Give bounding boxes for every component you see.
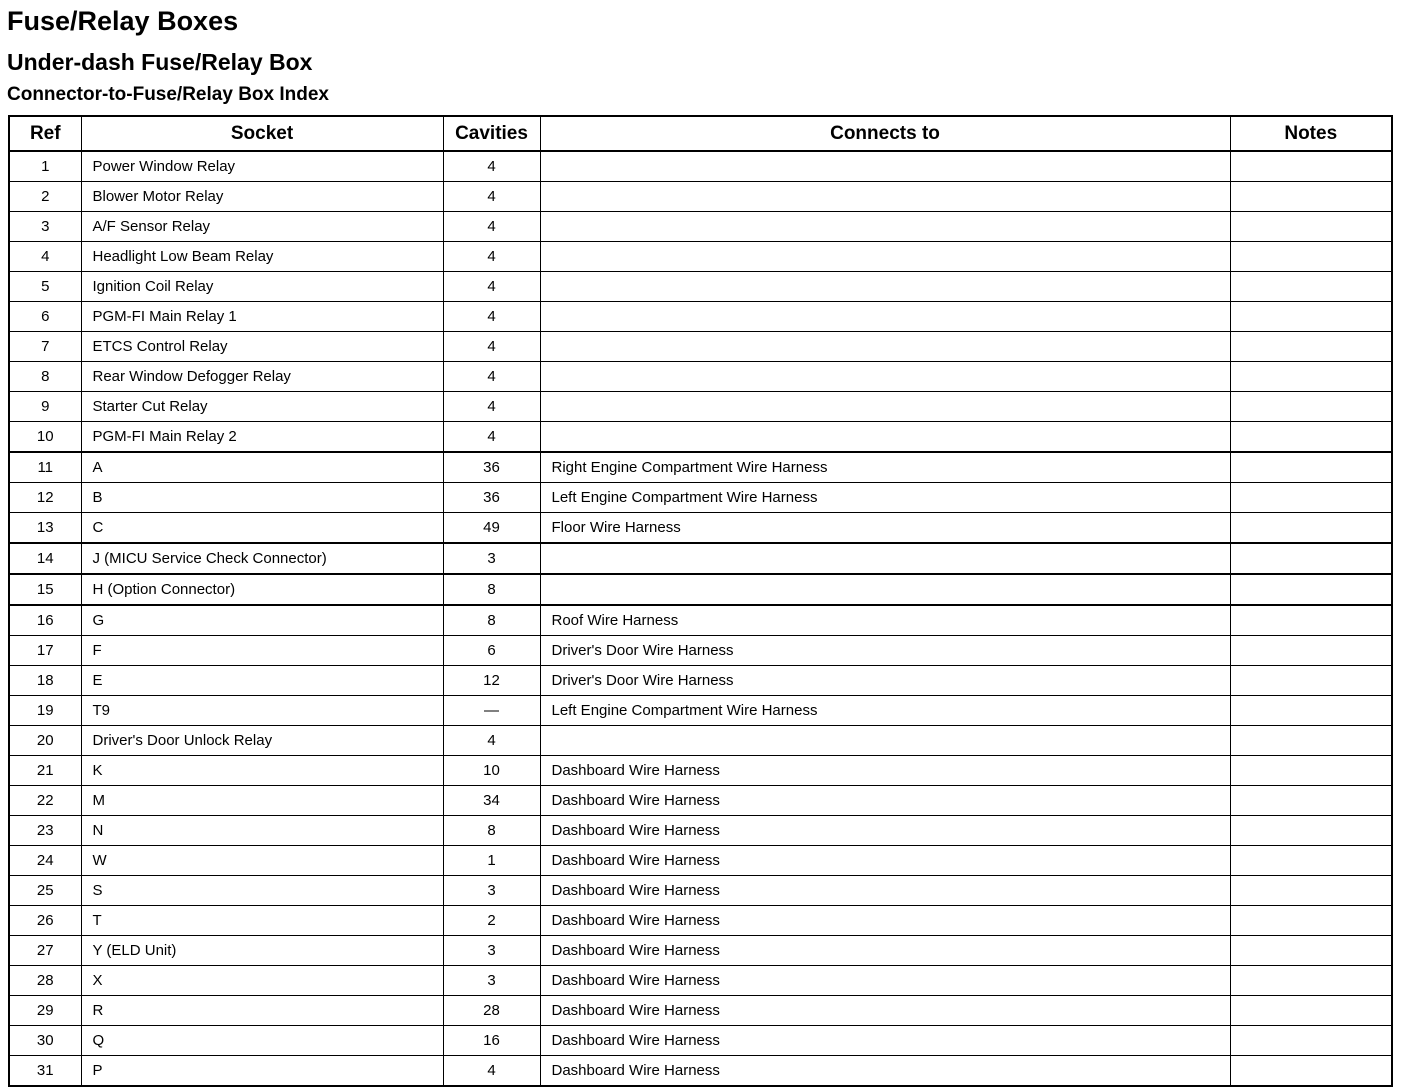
cell-cavities: — [443,696,540,726]
cell-socket: C [81,513,443,544]
cell-ref: 11 [9,452,81,483]
cell-cavities: 4 [443,182,540,212]
table-row [9,392,1392,422]
cell-cavities: 8 [443,816,540,846]
cell-connects-to: Dashboard Wire Harness [540,1056,1230,1087]
cell-ref: 6 [9,302,81,332]
cell-notes [1230,666,1392,696]
cell-socket: T9 [81,696,443,726]
cell-socket: Y (ELD Unit) [81,936,443,966]
cell-socket: R [81,996,443,1026]
table-row [9,605,1392,636]
cell-notes [1230,332,1392,362]
cell-connects-to: Roof Wire Harness [540,605,1230,636]
cell-socket: Blower Motor Relay [81,182,443,212]
cell-socket: N [81,816,443,846]
cell-ref: 29 [9,996,81,1026]
cell-socket: PGM-FI Main Relay 2 [81,422,443,453]
cell-cavities: 4 [443,422,540,453]
cell-notes [1230,543,1392,574]
cell-cavities: 49 [443,513,540,544]
section-title: Connector-to-Fuse/Relay Box Index [7,84,329,105]
cell-connects-to: Driver's Door Wire Harness [540,666,1230,696]
header-socket: Socket [81,116,443,151]
cell-notes [1230,726,1392,756]
cell-notes [1230,272,1392,302]
cell-notes [1230,966,1392,996]
cell-cavities: 4 [443,362,540,392]
cell-notes [1230,906,1392,936]
cell-cavities: 36 [443,452,540,483]
cell-ref: 26 [9,906,81,936]
cell-notes [1230,756,1392,786]
header-ref: Ref [9,116,81,151]
cell-cavities: 4 [443,332,540,362]
table-row [9,483,1392,513]
table-row [9,996,1392,1026]
cell-socket: Starter Cut Relay [81,392,443,422]
table-row [9,1056,1392,1087]
cell-socket: M [81,786,443,816]
cell-notes [1230,846,1392,876]
cell-socket: H (Option Connector) [81,574,443,605]
cell-cavities: 3 [443,876,540,906]
cell-connects-to [540,332,1230,362]
cell-connects-to: Dashboard Wire Harness [540,816,1230,846]
cell-notes [1230,422,1392,453]
cell-connects-to [540,242,1230,272]
cell-socket: K [81,756,443,786]
table-row [9,543,1392,574]
cell-notes [1230,876,1392,906]
cell-connects-to [540,272,1230,302]
cell-cavities: 12 [443,666,540,696]
cell-cavities: 4 [443,212,540,242]
table-body [9,151,1392,1086]
cell-notes [1230,452,1392,483]
cell-ref: 28 [9,966,81,996]
cell-ref: 18 [9,666,81,696]
cell-ref: 22 [9,786,81,816]
cell-connects-to: Right Engine Compartment Wire Harness [540,452,1230,483]
cell-connects-to: Left Engine Compartment Wire Harness [540,696,1230,726]
cell-connects-to: Dashboard Wire Harness [540,966,1230,996]
cell-cavities: 16 [443,1026,540,1056]
cell-ref: 16 [9,605,81,636]
cell-socket: Headlight Low Beam Relay [81,242,443,272]
cell-ref: 14 [9,543,81,574]
cell-socket: A/F Sensor Relay [81,212,443,242]
header-cavities: Cavities [443,116,540,151]
cell-connects-to [540,362,1230,392]
cell-connects-to: Dashboard Wire Harness [540,846,1230,876]
cell-ref: 7 [9,332,81,362]
cell-cavities: 4 [443,302,540,332]
cell-notes [1230,636,1392,666]
cell-socket: X [81,966,443,996]
table-row [9,816,1392,846]
cell-cavities: 36 [443,483,540,513]
cell-ref: 13 [9,513,81,544]
cell-connects-to: Dashboard Wire Harness [540,756,1230,786]
cell-socket: G [81,605,443,636]
table-header-row [9,116,1392,151]
cell-socket: E [81,666,443,696]
table-row [9,846,1392,876]
cell-connects-to [540,151,1230,182]
cell-socket: T [81,906,443,936]
cell-cavities: 1 [443,846,540,876]
cell-notes [1230,483,1392,513]
cell-ref: 12 [9,483,81,513]
cell-connects-to [540,543,1230,574]
cell-cavities: 6 [443,636,540,666]
cell-ref: 21 [9,756,81,786]
cell-socket: F [81,636,443,666]
header-notes: Notes [1230,116,1392,151]
cell-ref: 8 [9,362,81,392]
cell-cavities: 4 [443,392,540,422]
table-row [9,272,1392,302]
cell-ref: 23 [9,816,81,846]
cell-cavities: 2 [443,906,540,936]
cell-ref: 24 [9,846,81,876]
cell-ref: 20 [9,726,81,756]
table-row [9,936,1392,966]
cell-notes [1230,242,1392,272]
cell-connects-to: Dashboard Wire Harness [540,906,1230,936]
cell-notes [1230,936,1392,966]
cell-connects-to [540,574,1230,605]
cell-connects-to: Dashboard Wire Harness [540,876,1230,906]
cell-socket: W [81,846,443,876]
cell-connects-to: Floor Wire Harness [540,513,1230,544]
table-row [9,906,1392,936]
cell-notes [1230,996,1392,1026]
cell-notes [1230,1056,1392,1087]
table-row [9,332,1392,362]
cell-socket: Q [81,1026,443,1056]
cell-notes [1230,696,1392,726]
connector-index-table [8,115,1393,1087]
cell-connects-to: Dashboard Wire Harness [540,936,1230,966]
cell-notes [1230,513,1392,544]
cell-notes [1230,816,1392,846]
header-connects-to: Connects to [540,116,1230,151]
cell-connects-to [540,392,1230,422]
cell-ref: 2 [9,182,81,212]
cell-connects-to: Left Engine Compartment Wire Harness [540,483,1230,513]
table-row [9,696,1392,726]
cell-socket: Power Window Relay [81,151,443,182]
cell-connects-to [540,422,1230,453]
cell-notes [1230,392,1392,422]
cell-socket: Ignition Coil Relay [81,272,443,302]
cell-ref: 15 [9,574,81,605]
cell-cavities: 34 [443,786,540,816]
table-row [9,302,1392,332]
table-row [9,422,1392,453]
cell-connects-to: Dashboard Wire Harness [540,786,1230,816]
cell-cavities: 4 [443,1056,540,1087]
table-row [9,452,1392,483]
cell-ref: 30 [9,1026,81,1056]
table-row [9,666,1392,696]
cell-cavities: 3 [443,966,540,996]
table-row [9,636,1392,666]
cell-ref: 5 [9,272,81,302]
table-row [9,966,1392,996]
cell-cavities: 4 [443,242,540,272]
cell-connects-to [540,212,1230,242]
cell-connects-to [540,302,1230,332]
page-title: Fuse/Relay Boxes [7,6,239,36]
table-row [9,574,1392,605]
cell-cavities: 3 [443,936,540,966]
cell-connects-to: Dashboard Wire Harness [540,996,1230,1026]
cell-notes [1230,362,1392,392]
cell-cavities: 4 [443,151,540,182]
table-row [9,756,1392,786]
cell-notes [1230,574,1392,605]
cell-cavities: 3 [443,543,540,574]
cell-cavities: 4 [443,726,540,756]
cell-socket: ETCS Control Relay [81,332,443,362]
cell-notes [1230,302,1392,332]
cell-cavities: 10 [443,756,540,786]
cell-cavities: 8 [443,574,540,605]
cell-socket: B [81,483,443,513]
cell-ref: 1 [9,151,81,182]
page-subtitle: Under-dash Fuse/Relay Box [7,49,313,75]
cell-connects-to: Dashboard Wire Harness [540,1026,1230,1056]
cell-socket: Rear Window Defogger Relay [81,362,443,392]
table-row [9,212,1392,242]
cell-notes [1230,1026,1392,1056]
cell-connects-to [540,726,1230,756]
cell-socket: P [81,1056,443,1087]
table-row [9,151,1392,182]
cell-socket: S [81,876,443,906]
cell-socket: J (MICU Service Check Connector) [81,543,443,574]
cell-notes [1230,786,1392,816]
cell-ref: 17 [9,636,81,666]
table-row [9,786,1392,816]
cell-ref: 3 [9,212,81,242]
cell-ref: 25 [9,876,81,906]
cell-ref: 27 [9,936,81,966]
table-row [9,242,1392,272]
cell-ref: 9 [9,392,81,422]
cell-ref: 10 [9,422,81,453]
cell-socket: PGM-FI Main Relay 1 [81,302,443,332]
cell-socket: Driver's Door Unlock Relay [81,726,443,756]
cell-notes [1230,212,1392,242]
table-row [9,876,1392,906]
table-row [9,513,1392,544]
cell-ref: 31 [9,1056,81,1087]
cell-notes [1230,151,1392,182]
cell-notes [1230,182,1392,212]
cell-ref: 19 [9,696,81,726]
cell-cavities: 8 [443,605,540,636]
cell-connects-to: Driver's Door Wire Harness [540,636,1230,666]
cell-cavities: 4 [443,272,540,302]
cell-notes [1230,605,1392,636]
table-row [9,726,1392,756]
table-row [9,1026,1392,1056]
table-row [9,182,1392,212]
cell-cavities: 28 [443,996,540,1026]
cell-ref: 4 [9,242,81,272]
cell-socket: A [81,452,443,483]
cell-connects-to [540,182,1230,212]
table-row [9,362,1392,392]
